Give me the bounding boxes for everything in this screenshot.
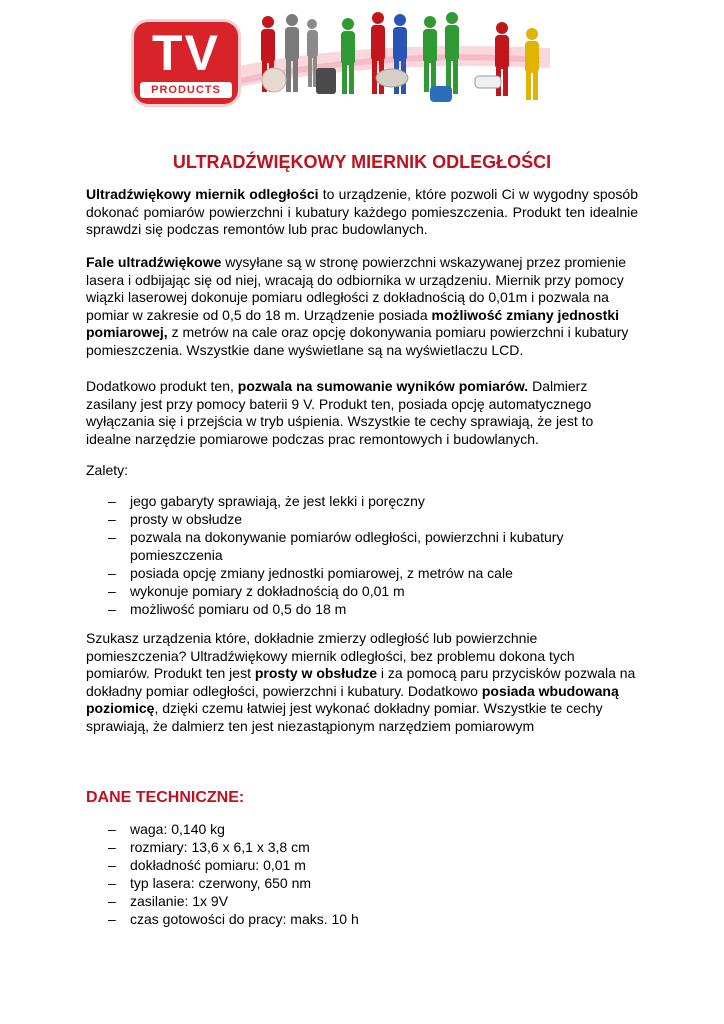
page-title: ULTRADŹWIĘKOWY MIERNIK ODLEGŁOŚCI [172,152,552,172]
summary-text-1: Szukasz urządzenia które, dokładnie zmierzy odległość lub powierzchnie pomieszczenia? Ultradźwiękowy miernik odległości, bez problemu dokona tych pomiarów. Produkt ten jest [86,630,575,681]
summary-text-2: i za pomocą paru przycisków pozwala na dokładny pomiar odległości, powierzchni i kubatury. Dodatkowo [86,665,636,699]
list-item: – posiada opcję zmiany jednostki pomiarowej, z metrów na cale [108,564,628,582]
list-item: – możliwość pomiaru od 0,5 do 18 m [108,600,628,618]
intro-paragraph [86,186,638,239]
intro-bold: Ultradźwiękowy miernik odległości [86,186,319,202]
summary-bold-1: prosty w obsłudze [254,665,377,681]
unit-change-bold: możliwość zmiany jednostki pomiarowej, [86,306,620,340]
summary-text-3: , dzięki czemu łatwiej jest wykonać dokładny pomiar. Wszystkie te cechy sprawiają, że dalmierz ten jest niezastąpionym narzędziem pomiarowym [86,700,603,734]
advantages-label: Zalety: [86,462,129,478]
ultrasonic-bold: Fale ultradźwiękowe [86,254,222,270]
tv-products-logo [134,22,238,104]
ultrasonic-text-1: wysyłane są w stronę powierzchni wskazywanej przez promienie lasera i odbijając się od niej, wracają do odbiornika w urządzeniu. Miernik przy pomocy wiązki laserowej dokonuje pomiaru odległości z dokładnością do 0,01m i pozwala na pomiar w zakresie od 0,5 do 18 m. Urządzenie posiada [86,254,626,323]
logo-tv-text: TV [152,25,220,81]
intro-text: to urządzenie, które pozwoli Ci w wygodny sposób dokonać pomiarów powierzchni i kubatury każdego pomieszczenia. Produkt ten idealnie sprawdzi się podczas remontów lub prac budowlanych. [86,186,638,237]
ultrasonic-paragraph [86,254,638,359]
list-item: – dokładność pomiaru: 0,01 m [108,856,628,874]
list-item: – waga: 0,140 kg [108,820,628,838]
list-item: – rozmiary: 13,6 x 6,1 x 3,8 cm [108,838,628,856]
tech-list [108,820,628,928]
list-item: – zasilanie: 1x 9V [108,892,628,910]
summary-paragraph [86,630,638,735]
list-item: – pozwala na dokonywanie pomiarów odległości, powierzchni i kubatury pomieszczenia [108,528,628,564]
list-item: – prosty w obsłudze [108,510,628,528]
ultrasonic-text-2: z metrów na cale oraz opcję dokonywania pomiaru powierzchni i kubatury pomieszczenia. Wszystkie dane wyświetlane są na wyświetlaczu LCD. [86,324,629,358]
tech-section-title: DANE TECHNICZNE: [86,789,245,806]
summing-bold: pozwala na sumowanie wyników pomiarów. [237,378,529,394]
list-item: – jego gabaryty sprawiają, że jest lekki i poręczny [108,492,628,510]
summary-bold-2: posiada wbudowaną poziomicę [86,682,619,716]
list-item: – typ lasera: czerwony, 650 nm [108,874,628,892]
summing-text-1: Dodatkowo produkt ten, [86,378,238,394]
logo-products-text: PRODUCTS [140,82,232,98]
summing-text-2: Dalmierz zasilany jest przy pomocy baterii 9 V. Produkt ten, posiada opcję automatycznego wyłączania się i przejścia w tryb uśpienia. Wszystkie te cechy sprawiają, że jest to idealne narzędzie pomiarowe podczas prac remontowych i budowlanych. [86,378,594,447]
summing-paragraph [86,378,638,448]
list-item: – czas gotowości do pracy: maks. 10 h [108,910,628,928]
list-item: – wykonuje pomiary z dokładnością do 0,01 m [108,582,628,600]
advantages-list [108,492,628,618]
